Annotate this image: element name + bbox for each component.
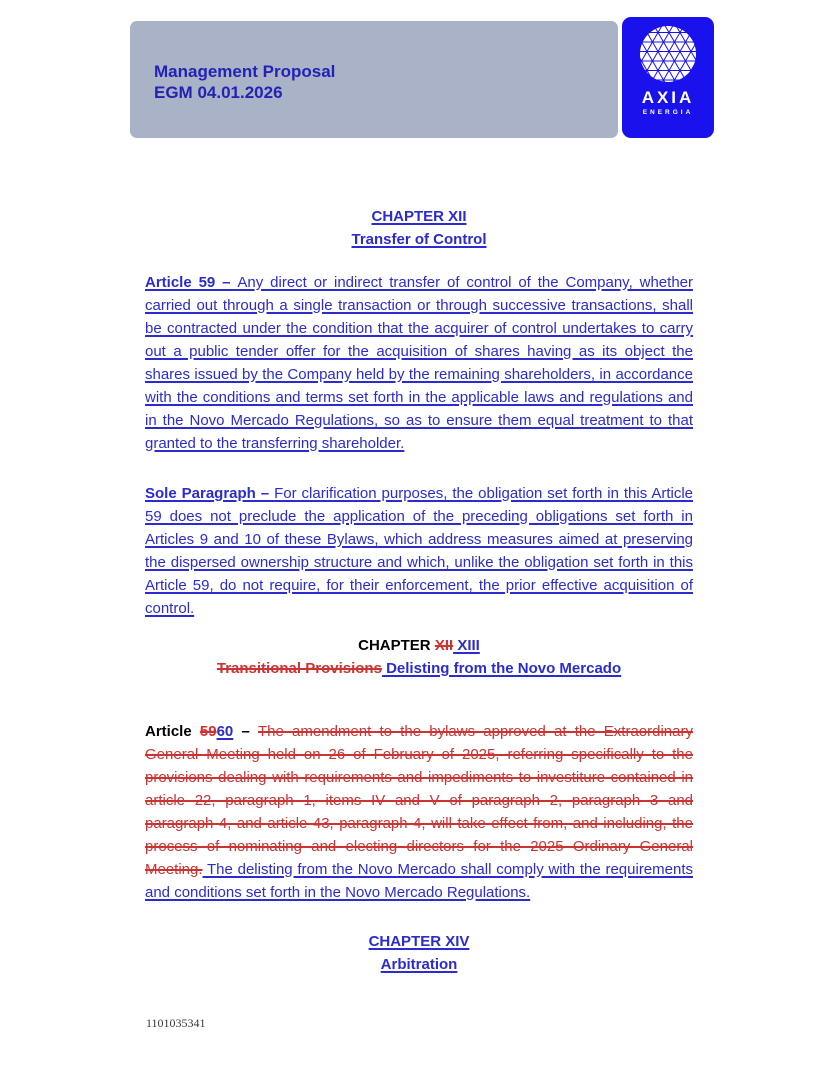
- heading-line: [145, 205, 693, 228]
- deleted-text: 59: [199, 723, 217, 740]
- header-subtitle: EGM 04.01.2026: [154, 83, 283, 102]
- inserted-text: Article 59 –: [145, 274, 238, 291]
- inserted-text: Any direct or indirect transfer of control of the Company, whether carried out through a single transaction or through successive transactions, shall be contracted under the condition that the acquirer of control undertakes to carry out a public tender offer for the acquisition of shares having as its object the shares issued by the Company held by the remaining shareholders, in accordance with the conditions and terms set forth in the applicable laws and regulations and in the Novo Mercado Regulations, so as to ensure them equal treatment to that granted to the transferring shareholder.: [145, 274, 693, 452]
- inserted-text: CHAPTER XIV: [368, 933, 470, 950]
- doc-paragraph: [145, 482, 693, 620]
- inserted-text: For clarification purposes, the obligation set forth in this Article 59 does not preclude the application of the preceding obligations set forth in Articles 9 and 10 of these Bylaws, which address measures aimed at preserving the dispersed ownership structure and which, unlike the obligation set forth in this Article 59, do not require, for their enforcement, the prior effective acquisition of control.: [145, 485, 694, 617]
- inserted-text: CHAPTER XII: [371, 208, 467, 225]
- deleted-text: XII: [434, 637, 454, 654]
- inserted-text: Delisting from the Novo Mercado: [381, 660, 622, 677]
- heading-line: [145, 953, 693, 976]
- inserted-text: XIII: [453, 637, 480, 654]
- heading-line: [145, 930, 693, 953]
- plain-text: CHAPTER: [358, 637, 435, 654]
- inserted-text: Transfer of Control: [351, 231, 487, 248]
- deleted-text: The amendment to the bylaws approved at the Extraordinary General Meeting held on 26 of February of 2025, referring specifically to the provisions dealing with requirements and impediments to investiture contained in article 22, paragraph 1, items IV and V of paragraph 2, paragraph 3 and paragraph 4, and article 43, paragraph 4, will take effect from, and including, the process of nominating and electing directors for the 2025 Ordinary General Meeting.: [145, 723, 693, 878]
- doc-heading: [145, 930, 693, 976]
- header-title: Management Proposal: [154, 62, 336, 81]
- company-logo: [622, 17, 714, 138]
- inserted-text: Sole Paragraph –: [145, 485, 275, 502]
- document-body: [145, 205, 693, 1000]
- header-banner: [130, 21, 618, 138]
- inserted-text: Arbitration: [380, 956, 458, 973]
- doc-heading: [145, 205, 693, 251]
- doc-paragraph: [145, 271, 693, 455]
- doc-heading: [145, 634, 693, 680]
- heading-line: [145, 657, 693, 680]
- heading-line: [145, 228, 693, 251]
- logo-subbrand: ENERGIA: [642, 109, 694, 116]
- heading-line: [145, 634, 693, 657]
- header-title-block: [154, 61, 335, 103]
- logo-brand: AXIA: [641, 88, 695, 107]
- deleted-text: Transitional Provisions: [216, 660, 382, 677]
- geodesic-sphere-icon: [636, 23, 700, 87]
- inserted-text: 60: [216, 723, 234, 740]
- inserted-text: The delisting from the Novo Mercado shall comply with the requirements and conditions set forth in the Novo Mercado Regulations.: [145, 861, 693, 901]
- doc-paragraph: [145, 720, 693, 904]
- plain-text: –: [233, 723, 259, 740]
- footer-doc-number: 1101035341: [146, 1016, 206, 1030]
- plain-text: Article: [145, 723, 200, 740]
